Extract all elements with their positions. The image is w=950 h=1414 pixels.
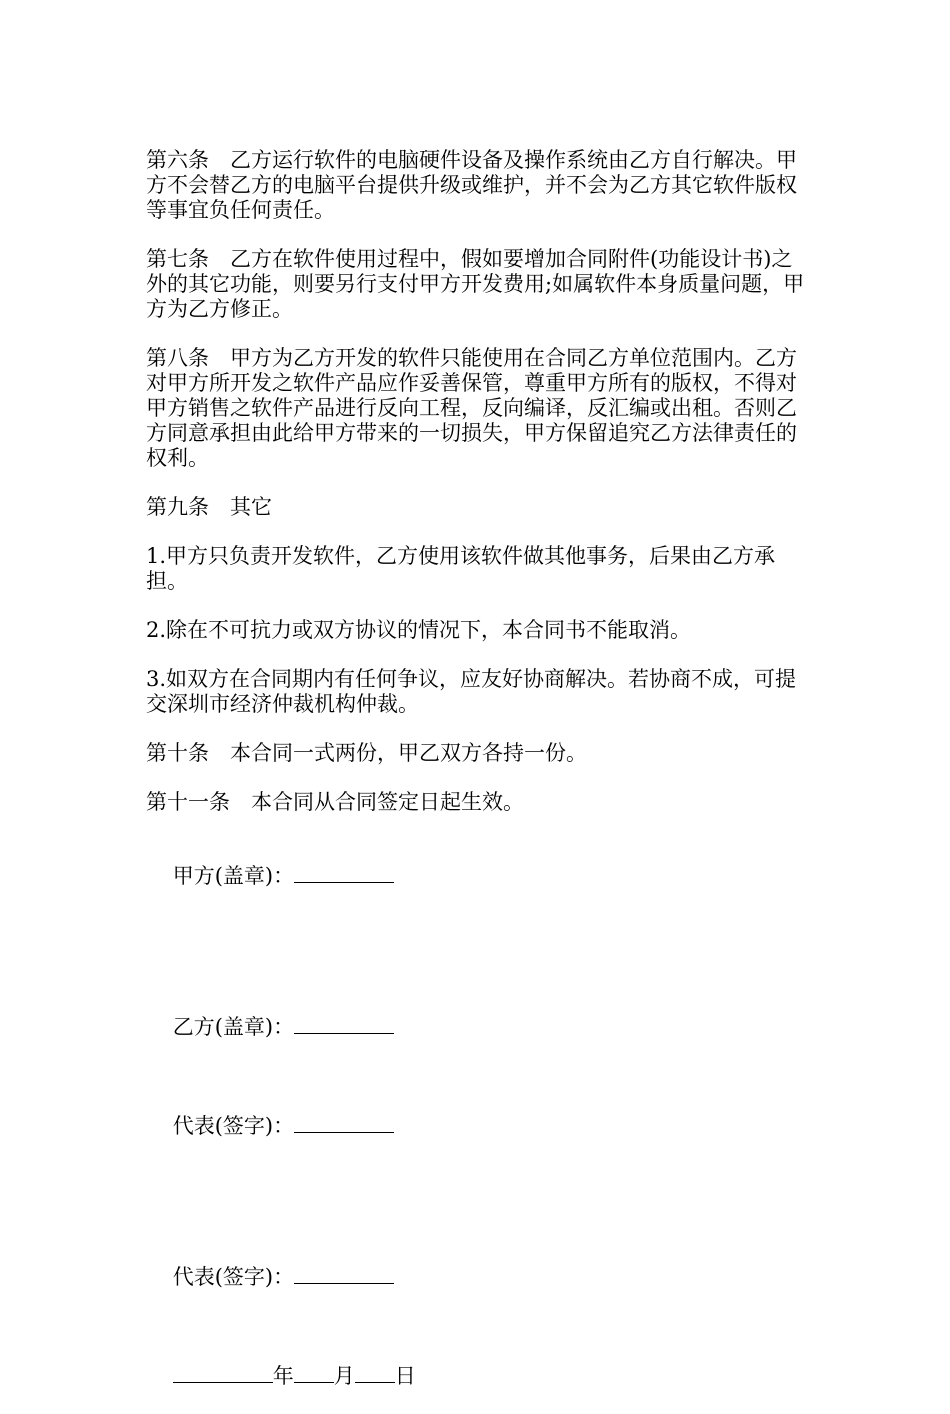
year-blank[interactable] [173, 1364, 273, 1383]
article-7: 第七条 乙方在软件使用过程中，假如要增加合同附件(功能设计书)之外的其它功能，则要另行支付甲方开发费用;如属软件本身质量问题，甲方为乙方修正。 [146, 247, 805, 321]
article-6: 第六条 乙方运行软件的电脑硬件设备及操作系统由乙方自行解决。甲方不会替乙方的电脑平台提供升级或维护，并不会为乙方其它软件版权等事宜负任何责任。 [146, 148, 797, 222]
party-a-blank[interactable] [294, 864, 394, 883]
party-b-seal-line [146, 990, 810, 1065]
month-label: 月 [333, 1364, 355, 1388]
representative-label-2: 代表(签字)： [172, 1265, 295, 1289]
party-a-label: 甲方(盖章)： [172, 864, 295, 888]
contract-page [146, 148, 810, 1414]
representative-label-1: 代表(签字)： [172, 1114, 295, 1138]
party-b-label: 乙方(盖章)： [172, 1015, 295, 1039]
date-line [146, 1339, 810, 1414]
article-11: 第十一条 本合同从合同签定日起生效。 [146, 790, 524, 814]
party-b-blank[interactable] [294, 1015, 394, 1034]
party-a-seal-line [146, 839, 810, 914]
representative-blank-1[interactable] [294, 1114, 394, 1133]
representative-line-2 [146, 1240, 810, 1315]
article-9-heading: 第九条 其它 [146, 495, 272, 519]
month-blank[interactable] [294, 1364, 334, 1383]
representative-blank-2[interactable] [294, 1265, 394, 1284]
article-8: 第八条 甲方为乙方开发的软件只能使用在合同乙方单位范围内。乙方对甲方所开发之软件产品应作妥善保管，尊重甲方所有的版权，不得对甲方销售之软件产品进行反向工程，反向编译，反汇编或出租。否则乙方同意承担由此给甲方带来的一切损失，甲方保留追究乙方法律责任的权利。 [146, 346, 797, 470]
article-10: 第十条 本合同一式两份，甲乙双方各持一份。 [146, 741, 587, 765]
representative-line-1 [146, 1089, 810, 1164]
year-label: 年 [272, 1364, 294, 1388]
clause-1: 1.甲方只负责开发软件，乙方使用该软件做其他事务，后果由乙方承担。 [146, 544, 776, 593]
clause-2: 2.除在不可抗力或双方协议的情况下，本合同书不能取消。 [146, 618, 692, 642]
clause-3: 3.如双方在合同期内有任何争议，应友好协商解决。若协商不成，可提交深圳市经济仲裁机构仲裁。 [146, 667, 797, 716]
day-blank[interactable] [355, 1364, 395, 1383]
day-label: 日 [394, 1364, 416, 1388]
